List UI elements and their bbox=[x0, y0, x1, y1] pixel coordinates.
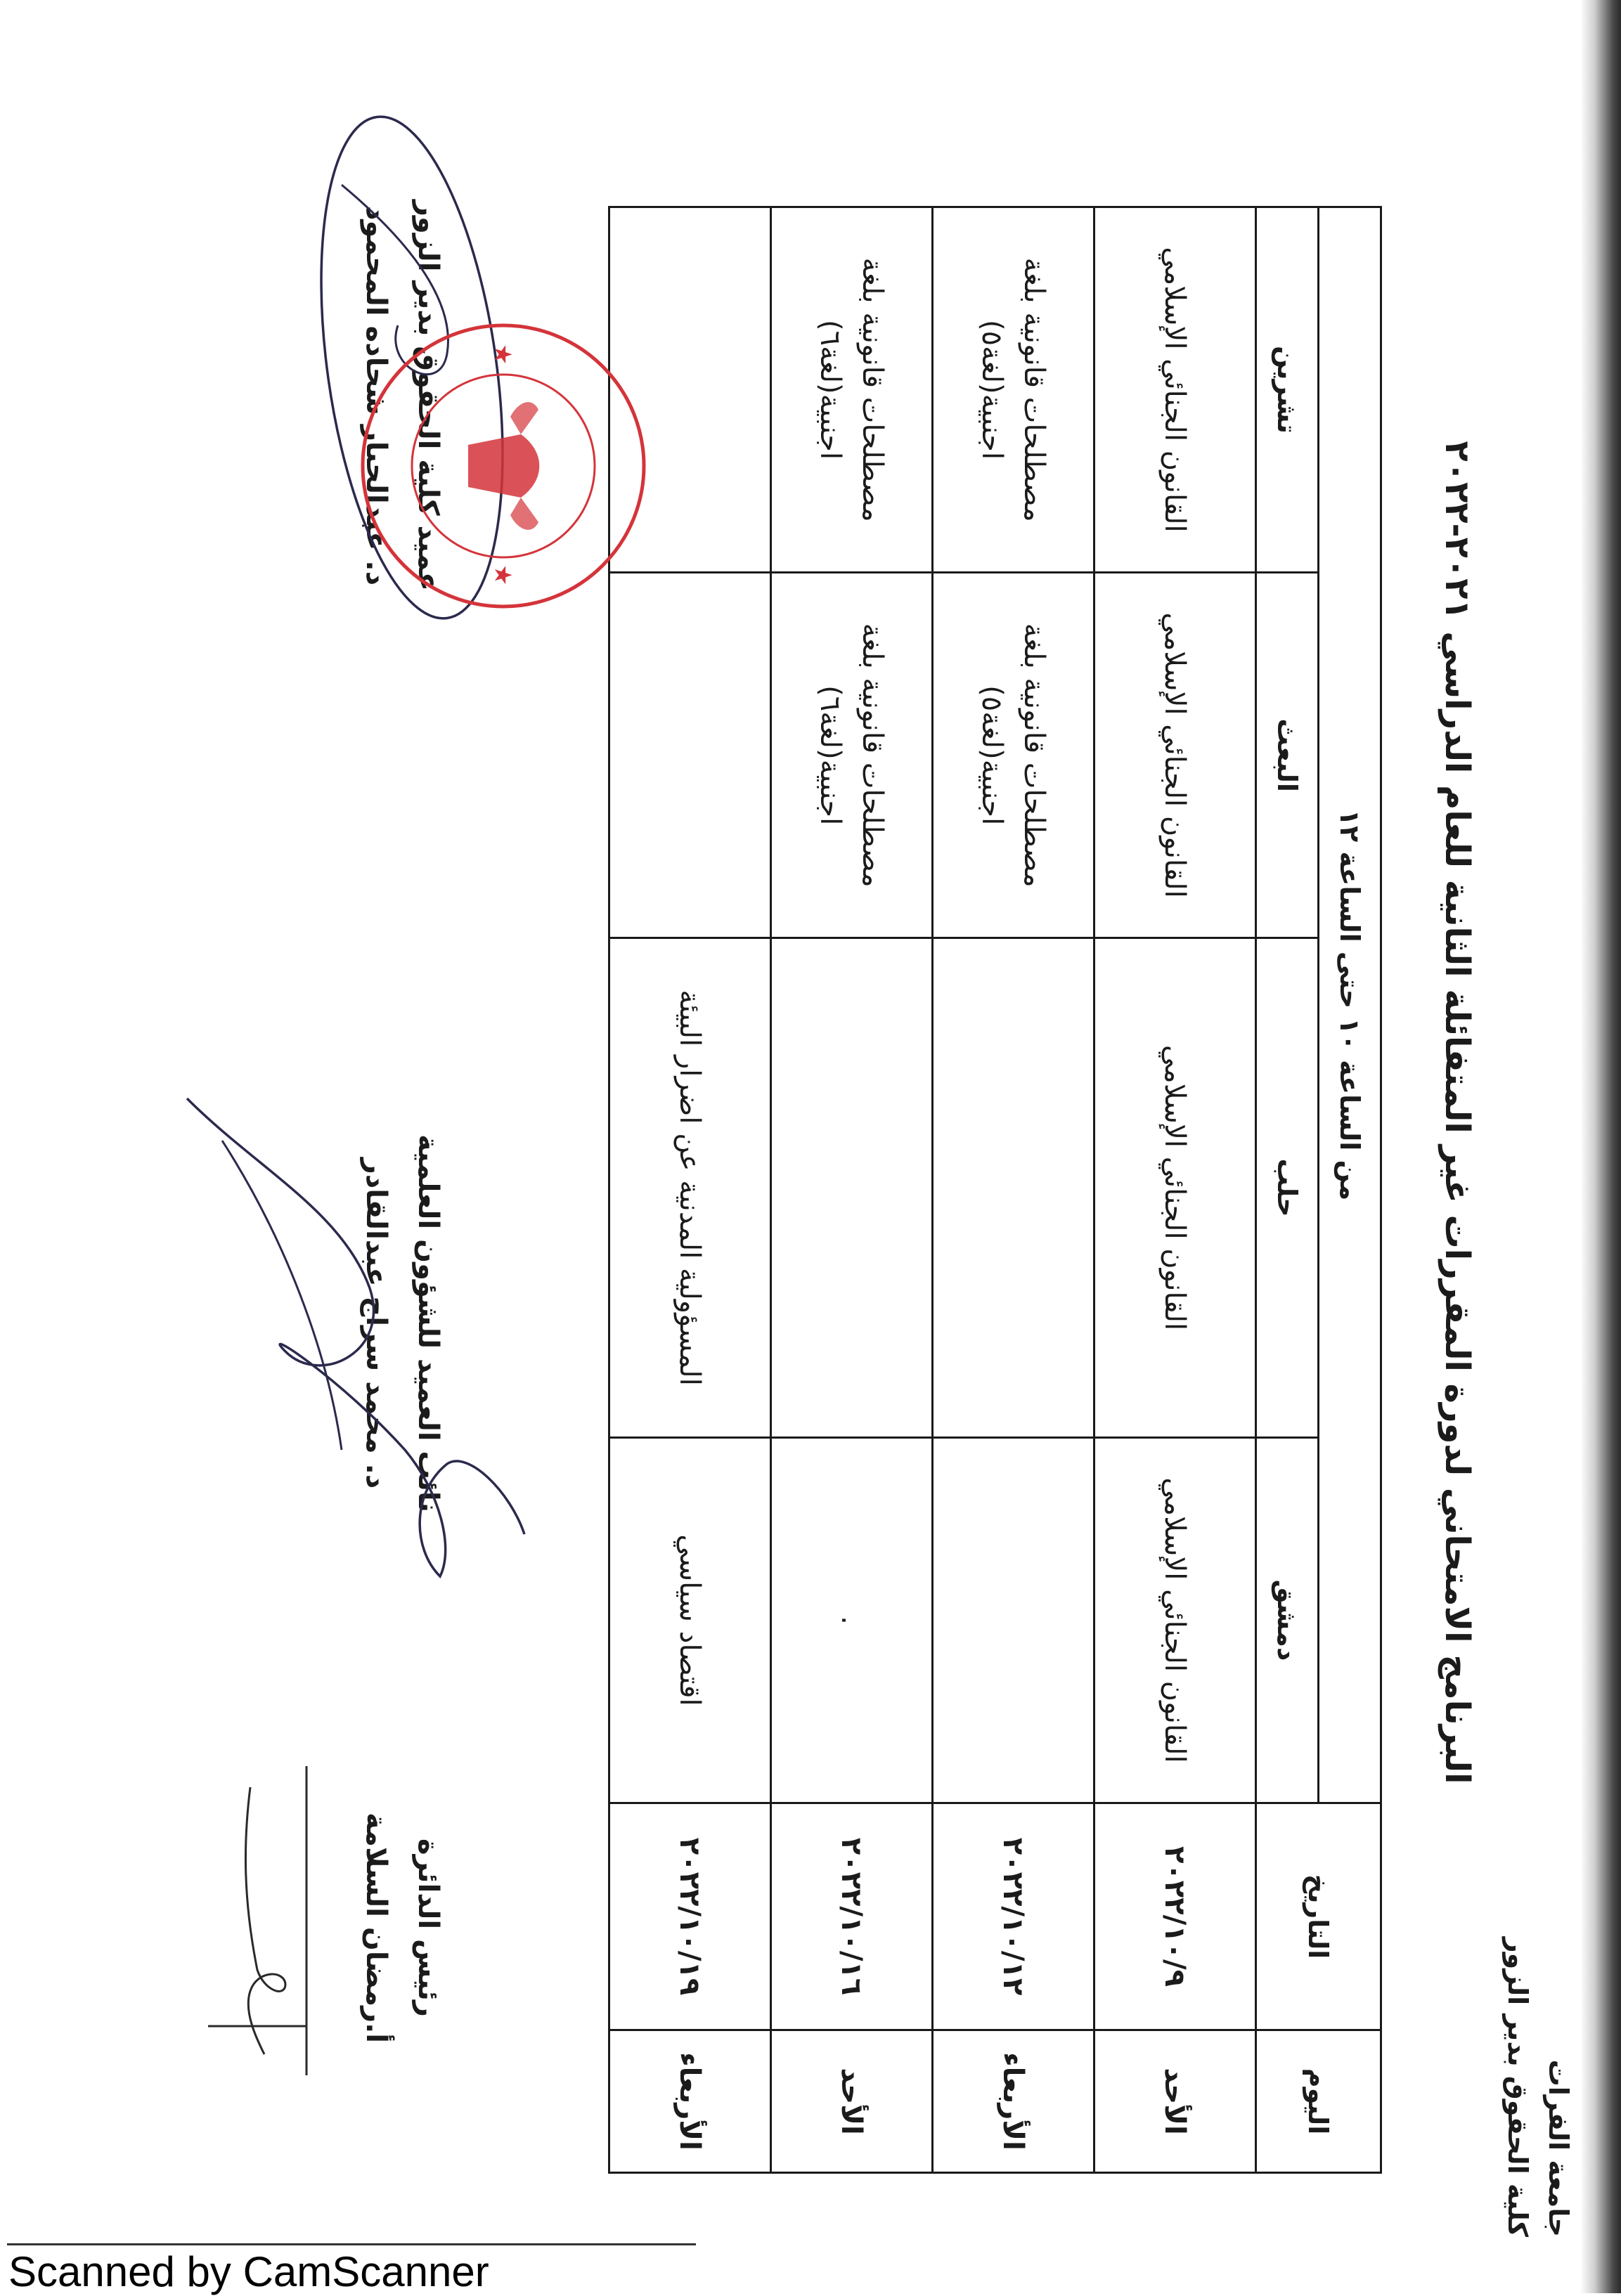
head-title: رئيس الدائرة bbox=[412, 1838, 444, 2017]
exam-schedule-table bbox=[608, 206, 1382, 2174]
cell-text: مصطلحات قانونية بلغة bbox=[1018, 623, 1051, 888]
row-date: ٢٠٢٢/١٠/١٦ bbox=[771, 1803, 933, 2030]
header-baath: البعث bbox=[1256, 573, 1319, 938]
table-header-row bbox=[1319, 207, 1381, 2173]
vice-dean-name: د. محمد سراج عبدالقادر bbox=[360, 1157, 392, 1489]
cell-tishreen bbox=[933, 207, 1094, 573]
cell-aleppo bbox=[771, 938, 933, 1438]
cell-damascus: القانون الجنائي الإسلامي bbox=[1094, 1437, 1256, 1803]
official-stamp bbox=[349, 311, 658, 621]
cell-text: مصطلحات قانونية بلغة bbox=[856, 623, 889, 888]
vice-dean-signature-scribble bbox=[159, 1056, 553, 1590]
cell-text: مصطلحات قانونية بلغة bbox=[856, 257, 889, 522]
row-day: الأحد bbox=[1094, 2030, 1256, 2173]
university-name: جامعة الفرات bbox=[1543, 2059, 1574, 2237]
table-row bbox=[771, 207, 933, 2173]
header-aleppo: حلب bbox=[1256, 938, 1319, 1438]
cell-text: اجنبية(لغة٦) bbox=[814, 319, 847, 460]
row-day: الأربعاء bbox=[933, 2030, 1094, 2173]
cell-baath bbox=[771, 573, 933, 938]
head-name: أ.رمضان السلامة bbox=[360, 1812, 392, 2044]
cell-damascus: . bbox=[771, 1437, 933, 1803]
vice-dean-title: نائب العميد للشؤون العلمية bbox=[412, 1134, 444, 1512]
institution-header bbox=[1497, 1745, 1579, 2237]
svg-text:★: ★ bbox=[489, 344, 517, 365]
dean-title: عميد كلية الحقوق بدير الزور bbox=[412, 200, 444, 592]
row-date: ٢٠٢٢/١٠/٩ bbox=[1094, 1803, 1256, 2030]
dean-name: د. عبدالجبار شحاده المحمود bbox=[360, 205, 392, 586]
cell-text: اجنبية(لغة٥) bbox=[976, 685, 1009, 826]
table-row bbox=[1094, 207, 1256, 2173]
cell-aleppo: المسؤولية المدنية عن اضرار البيئة bbox=[609, 938, 771, 1438]
svg-text:★: ★ bbox=[489, 564, 517, 586]
row-date: ٢٠٢٢/١٠/١٩ bbox=[609, 1803, 771, 2030]
row-date: ٢٠٢٢/١٠/١٢ bbox=[933, 1803, 1094, 2030]
cell-baath bbox=[609, 573, 771, 938]
row-day: الأربعاء bbox=[609, 2030, 771, 2173]
table-row bbox=[933, 207, 1094, 2173]
cell-aleppo bbox=[933, 938, 1094, 1438]
document-title: البرنامج الامتحاني لدورة المقررات غير المتفائلة الثانية للعام الدراسي ٢٠٢١-٢٠٢٢ bbox=[1438, 441, 1477, 1784]
head-signature-scribble bbox=[194, 1759, 349, 2082]
header-day: اليوم bbox=[1256, 2030, 1381, 2173]
head-signature-block bbox=[350, 1745, 454, 2110]
header-date: التاريخ bbox=[1256, 1803, 1381, 2030]
cell-tishreen bbox=[771, 207, 933, 573]
cell-aleppo: القانون الجنائي الإسلامي bbox=[1094, 938, 1256, 1438]
cell-text: اجنبية(لغة٥) bbox=[976, 319, 1009, 460]
faculty-name: كلية الحقوق بدير الزور bbox=[1502, 1937, 1533, 2237]
cell-tishreen: القانون الجنائي الإسلامي bbox=[1094, 207, 1256, 573]
row-day: الأحد bbox=[771, 2030, 933, 2173]
header-tishreen: تشرين bbox=[1256, 207, 1319, 573]
scanner-watermark: Scanned by CamScanner bbox=[8, 2248, 489, 2295]
cell-text: اجنبية(لغة٦) bbox=[814, 685, 847, 826]
cell-baath bbox=[933, 573, 1094, 938]
cell-damascus bbox=[933, 1437, 1094, 1803]
cell-damascus: اقتصاد سياسي bbox=[609, 1437, 771, 1803]
scanner-line bbox=[7, 2243, 696, 2245]
cell-baath: القانون الجنائي الإسلامي bbox=[1094, 573, 1256, 938]
cell-text: مصطلحات قانونية بلغة bbox=[1018, 257, 1051, 522]
header-damascus: دمشق bbox=[1256, 1437, 1319, 1803]
header-time-note: من الساعة ١٠ حتى الساعة ١٢ bbox=[1319, 207, 1381, 1803]
